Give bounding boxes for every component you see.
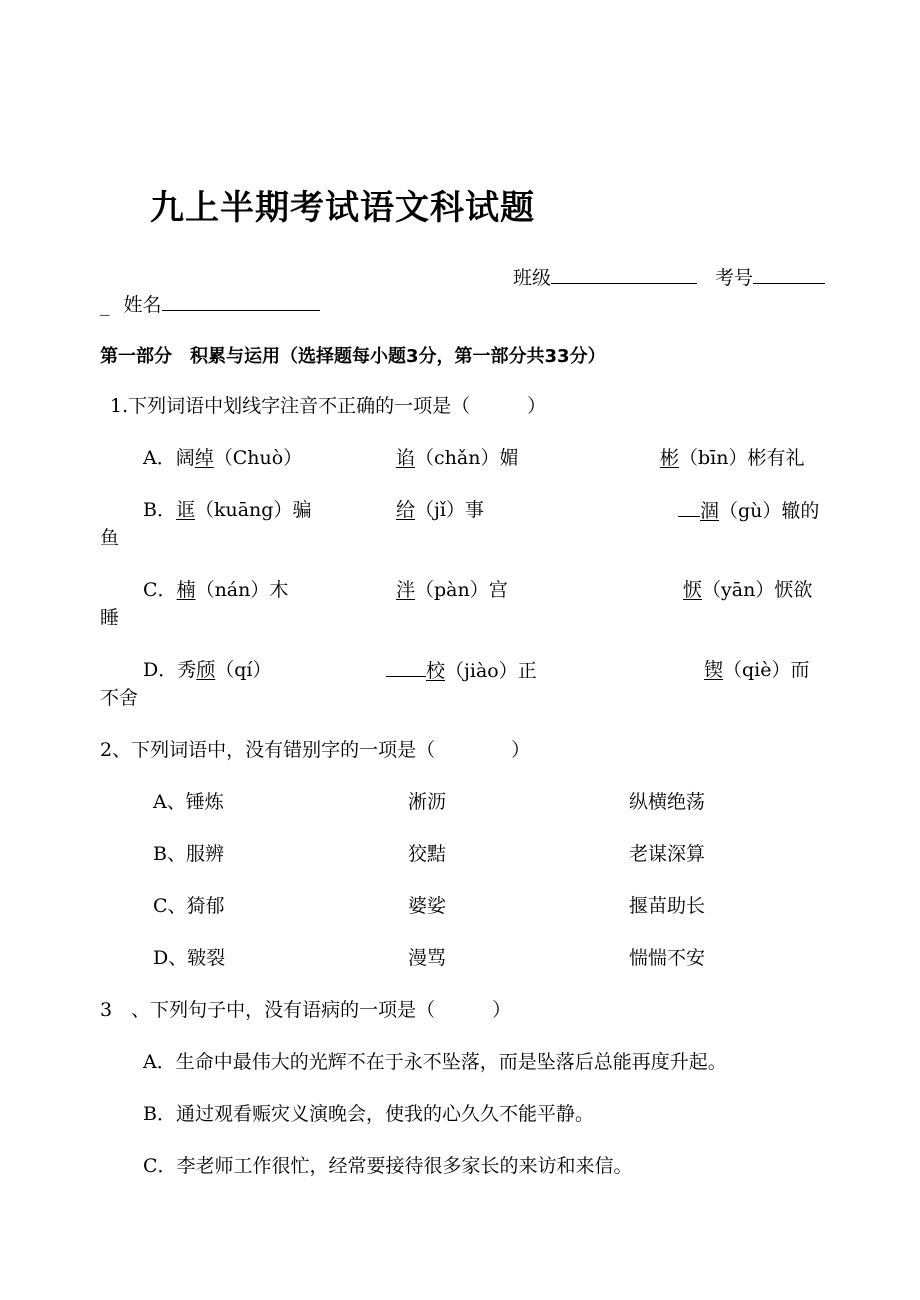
q3-option-a: A．生命中最伟大的光辉不在于永不坠落，而是坠落后总能再度升起。 <box>143 1051 727 1073</box>
underlined-char: 校 <box>426 660 446 682</box>
name-label: 姓名 <box>123 294 162 316</box>
q2-option-a: A、锤炼 <box>153 791 224 813</box>
option-label: B． <box>143 499 176 521</box>
q3-option-c: C．李老师工作很忙，经常要接待很多家长的来访和来信。 <box>143 1155 633 1177</box>
underlined-char: 谄 <box>396 447 416 469</box>
class-field <box>513 263 697 290</box>
pinyin: （jiào）正 <box>445 660 537 682</box>
q1-b-col3 <box>678 498 819 523</box>
exam-no-field <box>715 263 825 290</box>
option-word: 阔 <box>175 447 195 469</box>
q2-b-word3: 老谋深算 <box>629 843 706 865</box>
underlined-char: 给 <box>396 499 416 521</box>
exam-no-label: 考号 <box>715 267 754 289</box>
q2-d-word2: 漫骂 <box>408 947 447 969</box>
pinyin: （kuāng）骗 <box>194 499 312 521</box>
pinyin: （chǎn）媚 <box>415 447 519 469</box>
q1-option-b <box>143 498 311 522</box>
q1-c-wrap: 睡 <box>100 607 120 629</box>
pinyin: （gù）辙的 <box>719 500 820 522</box>
exam-no-blank[interactable] <box>753 263 825 284</box>
q1-option-c <box>143 578 288 602</box>
underlined-char: 彬 <box>660 447 680 469</box>
q2-stem: 2、下列词语中，没有错别字的一项是（ ） <box>100 739 531 761</box>
underlined-char: 绰 <box>194 447 214 469</box>
pinyin: （nán）木 <box>195 579 289 601</box>
page-title: 九上半期考试语文科试题 <box>150 188 535 228</box>
q1-c-col3 <box>683 578 812 602</box>
pinyin: （Chuò） <box>213 447 303 469</box>
underlined-char: 颀 <box>196 659 216 681</box>
pinyin: （jǐ）事 <box>415 499 484 521</box>
q2-option-c: C、猗郁 <box>153 895 225 917</box>
section-heading: 第一部分 积累与运用（选择题每小题3分，第一部分共33分） <box>100 346 606 367</box>
q2-d-word3: 惴惴不安 <box>629 947 706 969</box>
option-label: A． <box>143 447 176 469</box>
name-field <box>100 290 320 317</box>
option-label: D． <box>143 659 178 681</box>
q3-stem: 3 、下列句子中，没有语病的一项是（ ） <box>100 999 512 1021</box>
underlined-char: 锲 <box>704 659 724 681</box>
name-blank[interactable] <box>162 290 320 311</box>
class-blank[interactable] <box>551 263 697 284</box>
q2-c-word2: 婆娑 <box>408 895 447 917</box>
q1-a-col3 <box>660 446 805 470</box>
option-label: C． <box>143 579 177 601</box>
q1-option-a <box>143 446 302 470</box>
q2-a-word3: 纵横绝荡 <box>629 791 706 813</box>
underlined-char: 恹 <box>683 579 703 601</box>
q2-b-word2: 狡黠 <box>408 843 447 865</box>
pinyin: （yān）恹欲 <box>702 579 813 601</box>
pinyin: （qiè）而 <box>723 659 810 681</box>
q3-option-b: B．通过观看赈灾义演晚会，使我的心久久不能平静。 <box>143 1103 594 1125</box>
q1-c-col2 <box>396 578 508 602</box>
q1-d-col2 <box>386 658 537 683</box>
q2-option-d: D、皲裂 <box>153 947 226 969</box>
pinyin: （bīn）彬有礼 <box>679 447 805 469</box>
underlined-char: 泮 <box>396 579 416 601</box>
q2-option-b: B、服辨 <box>153 843 224 865</box>
underlined-char: 涸 <box>700 500 720 522</box>
name-prefix: _ <box>100 294 110 316</box>
q1-stem: 1.下列词语中划线字注音不正确的一项是（ ） <box>110 395 547 417</box>
q1-d-wrap: 不舍 <box>100 687 139 709</box>
underlined-char: 诓 <box>175 499 195 521</box>
q1-d-col3 <box>704 658 810 682</box>
q1-option-d <box>143 658 272 682</box>
class-label: 班级 <box>513 267 552 289</box>
underlined-char: 楠 <box>176 579 196 601</box>
pinyin: （qí） <box>215 659 272 681</box>
q1-b-wrap: 鱼 <box>100 527 120 549</box>
q1-b-col2 <box>396 498 484 522</box>
q1-a-col2 <box>396 446 518 470</box>
q2-c-word3: 揠苗助长 <box>629 895 706 917</box>
option-word: 秀 <box>177 659 197 681</box>
q2-a-word2: 淅沥 <box>408 791 447 813</box>
pinyin: （pàn）宫 <box>415 579 508 601</box>
